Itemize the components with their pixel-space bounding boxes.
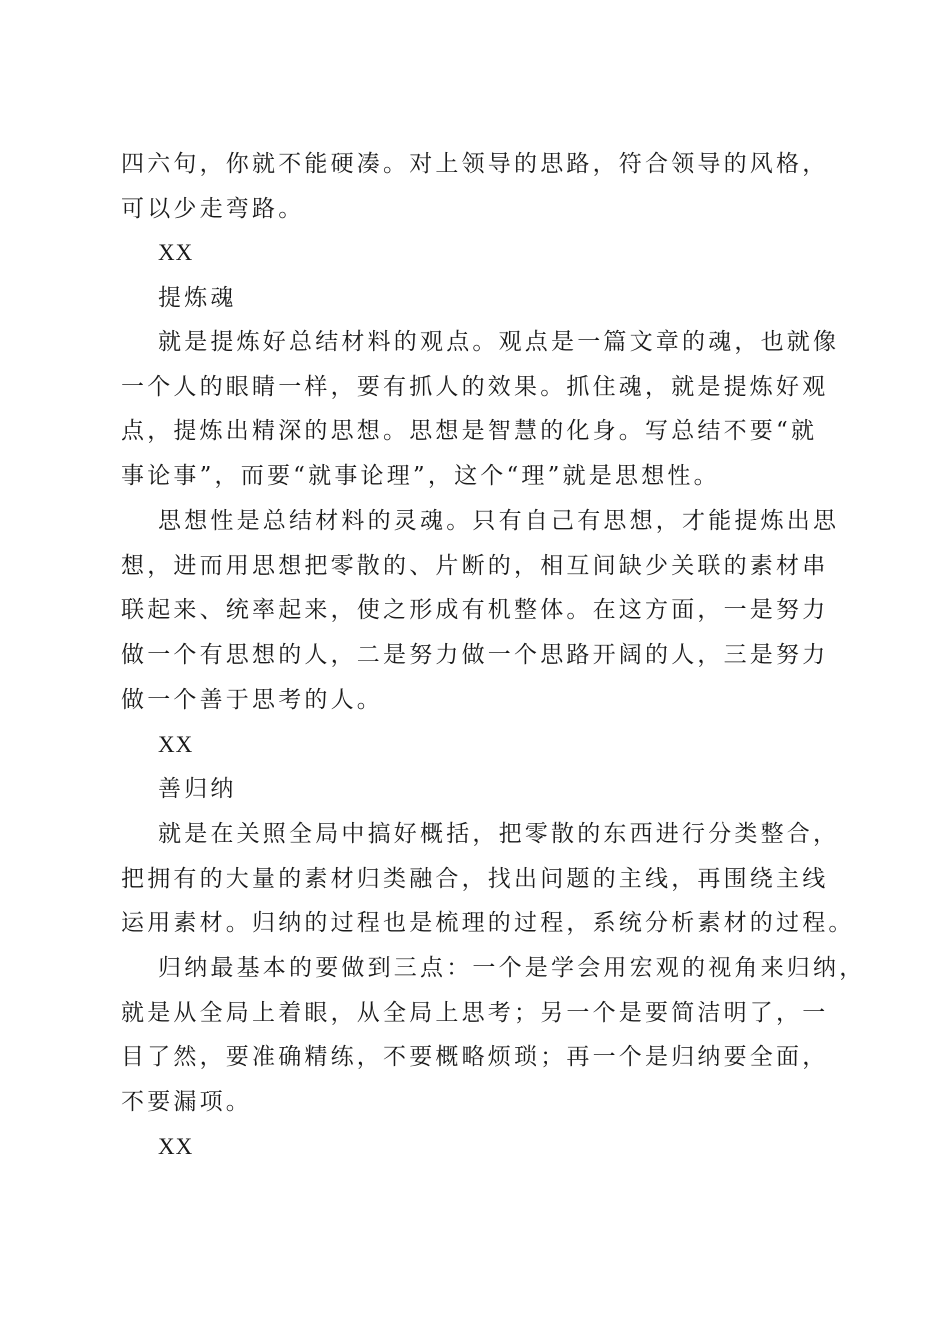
section-marker-text: XX <box>158 732 194 757</box>
section-heading <box>121 276 833 321</box>
section-heading <box>121 767 833 812</box>
text-line: 就是提炼好总结材料的观点。观点是一篇文章的魂，也就像 <box>158 329 840 355</box>
text-line: 可以少走弯路。 <box>121 195 305 222</box>
text-line: 就是从全局上着眼，从全局上思考；另一个是要简洁明了，一 <box>121 999 829 1026</box>
text-line: 做一个有思想的人，二是努力做一个思路开阔的人，三是努力 <box>121 642 829 669</box>
section-marker-text: XX <box>158 240 194 265</box>
text-line: 想，进而用思想把零散的、片断的，相互间缺少关联的素材串 <box>121 552 829 579</box>
section-marker <box>121 723 833 768</box>
text-line: 四六句，你就不能硬凑。对上领导的思路，符合领导的风格， <box>121 151 829 177</box>
text-line: 点，提炼出精深的思想。思想是智慧的化身。写总结不要“就 <box>121 418 818 445</box>
text-line: 把拥有的大量的素材归类融合，找出问题的主线，再围绕主线 <box>121 865 829 892</box>
paragraph <box>121 812 855 946</box>
text-line: 目了然，要准确精练，不要概略烦琐；再一个是归纳要全面， <box>121 1044 829 1071</box>
paragraph-continuation <box>121 142 833 231</box>
section-marker <box>121 1125 833 1170</box>
section-marker-text: XX <box>158 1134 194 1159</box>
section-heading-text: 善归纳 <box>158 776 237 802</box>
section-heading-text: 提炼魂 <box>158 285 237 311</box>
paragraph <box>121 946 866 1125</box>
text-line: 一个人的眼睛一样，要有抓人的效果。抓住魂，就是提炼好观 <box>121 373 829 400</box>
paragraph <box>121 320 840 499</box>
section-marker <box>121 231 833 276</box>
text-line: 联起来、统率起来，使之形成有机整体。在这方面，一是努力 <box>121 597 829 624</box>
text-line: 运用素材。归纳的过程也是梳理的过程，系统分析素材的过程。 <box>121 910 855 937</box>
text-line: 不要漏项。 <box>121 1089 252 1116</box>
text-line: 做一个善于思考的人。 <box>121 686 383 713</box>
text-line: 归纳最基本的要做到三点：一个是学会用宏观的视角来归纳， <box>158 955 866 981</box>
text-line: 就是在关照全局中搞好概括，把零散的东西进行分类整合， <box>158 821 840 847</box>
paragraph <box>121 499 840 723</box>
text-line: 事论事”，而要“就事论理”，这个“理”就是思想性。 <box>121 463 720 490</box>
text-line: 思想性是总结材料的灵魂。只有自己有思想，才能提炼出思 <box>158 508 840 534</box>
